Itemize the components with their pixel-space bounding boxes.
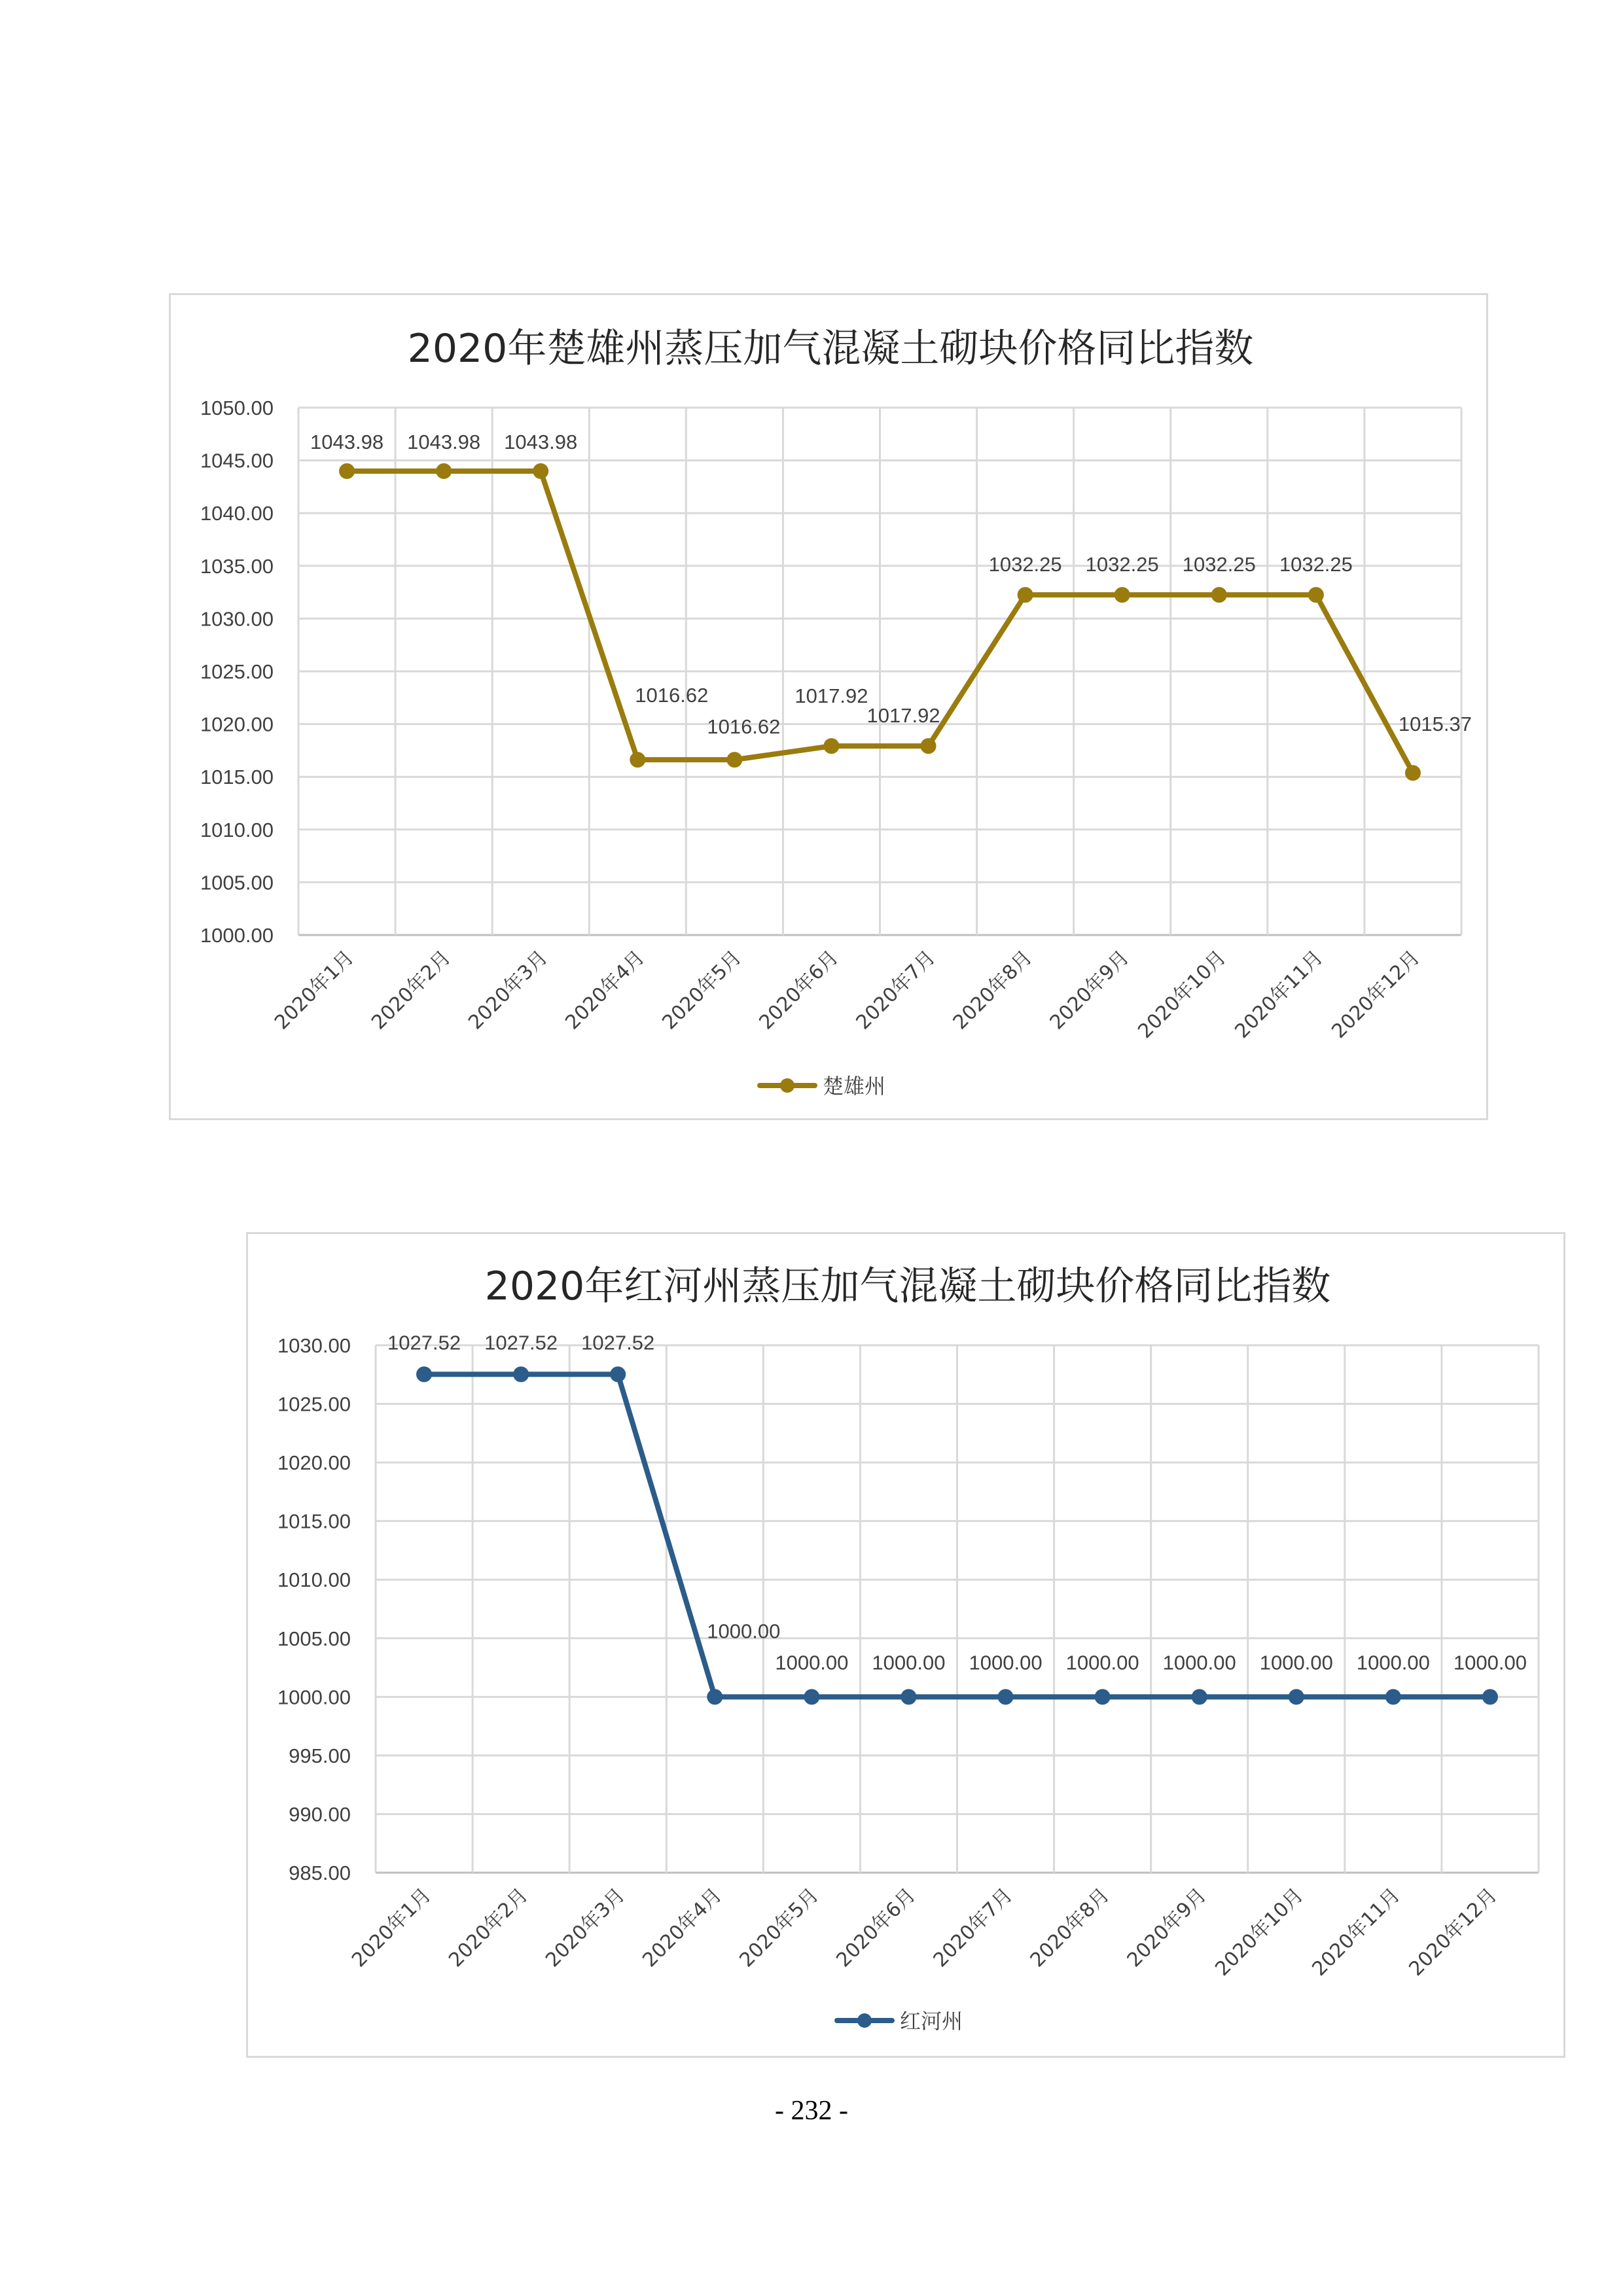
y-tick-label: 1000.00 bbox=[277, 1686, 351, 1709]
x-tick-label: 2020年4月 bbox=[638, 1883, 726, 1972]
x-tick-label: 2020年7月 bbox=[851, 945, 940, 1034]
data-label: 1017.92 bbox=[794, 684, 868, 708]
data-label: 1000.00 bbox=[872, 1651, 946, 1674]
x-tick-label: 2020年4月 bbox=[561, 945, 649, 1034]
data-label: 1000.00 bbox=[1453, 1651, 1527, 1674]
data-point bbox=[611, 1367, 625, 1381]
data-point bbox=[1115, 588, 1130, 602]
data-point bbox=[1192, 1689, 1207, 1704]
chart-chuxiong bbox=[171, 295, 1490, 1122]
data-point bbox=[1386, 1689, 1400, 1704]
y-tick-label: 1030.00 bbox=[200, 607, 274, 631]
y-tick-label: 1050.00 bbox=[200, 397, 274, 419]
x-tick-label: 2020年9月 bbox=[1045, 945, 1134, 1034]
y-tick-label: 1010.00 bbox=[200, 818, 274, 841]
data-point bbox=[437, 464, 451, 478]
data-point bbox=[533, 464, 548, 478]
data-label: 1043.98 bbox=[407, 431, 481, 454]
chart-title: 2020年楚雄州蒸压加气混凝土砌块价格同比指数 bbox=[407, 326, 1254, 372]
data-point bbox=[707, 1689, 722, 1704]
x-tick-label: 2020年12月 bbox=[1327, 945, 1425, 1044]
chart-panel-honghe bbox=[246, 1232, 1565, 2058]
y-tick-label: 990.00 bbox=[289, 1803, 351, 1826]
data-point bbox=[1483, 1689, 1497, 1704]
data-point bbox=[824, 739, 838, 753]
x-tick-label: 2020年6月 bbox=[755, 945, 844, 1034]
x-tick-label: 2020年1月 bbox=[270, 945, 359, 1034]
data-point bbox=[1096, 1689, 1110, 1704]
data-label: 1032.25 bbox=[1085, 553, 1159, 576]
x-tick-label: 2020年3月 bbox=[541, 1883, 630, 1972]
y-tick-label: 1000.00 bbox=[200, 924, 274, 947]
data-point bbox=[1289, 1689, 1304, 1704]
chart-title: 2020年红河州蒸压加气混凝土砌块价格同比指数 bbox=[484, 1263, 1331, 1309]
x-tick-label: 2020年10月 bbox=[1211, 1883, 1308, 1981]
data-label: 1032.25 bbox=[1279, 553, 1353, 576]
x-tick-label: 2020年10月 bbox=[1133, 945, 1231, 1044]
data-label: 1032.25 bbox=[988, 553, 1062, 576]
data-label: 1000.00 bbox=[775, 1651, 849, 1674]
y-tick-label: 1030.00 bbox=[277, 1334, 351, 1357]
data-label: 1027.52 bbox=[387, 1331, 461, 1354]
x-tick-label: 2020年7月 bbox=[929, 1883, 1018, 1972]
x-tick-label: 2020年9月 bbox=[1122, 1883, 1211, 1972]
data-label: 1027.52 bbox=[484, 1331, 558, 1354]
data-point bbox=[1309, 588, 1323, 602]
data-point bbox=[340, 464, 354, 478]
x-tick-label: 2020年5月 bbox=[735, 1883, 824, 1972]
y-tick-label: 1020.00 bbox=[200, 713, 274, 736]
x-tick-label: 2020年11月 bbox=[1308, 1883, 1405, 1981]
data-point bbox=[999, 1689, 1013, 1704]
x-tick-label: 2020年6月 bbox=[832, 1883, 921, 1972]
y-tick-label: 1025.00 bbox=[200, 660, 274, 683]
x-tick-label: 2020年3月 bbox=[464, 945, 552, 1034]
data-point bbox=[1018, 588, 1033, 602]
x-tick-label: 2020年2月 bbox=[444, 1883, 533, 1972]
data-label: 1015.37 bbox=[1398, 713, 1472, 736]
data-label: 1000.00 bbox=[1162, 1651, 1236, 1674]
data-label: 1000.00 bbox=[1259, 1651, 1333, 1674]
data-point bbox=[921, 739, 936, 753]
data-label: 1032.25 bbox=[1182, 553, 1256, 576]
data-label: 1043.98 bbox=[504, 431, 578, 454]
x-tick-label: 2020年1月 bbox=[348, 1883, 436, 1972]
y-tick-label: 1005.00 bbox=[200, 871, 274, 894]
data-point bbox=[727, 752, 741, 767]
y-tick-label: 995.00 bbox=[289, 1744, 351, 1767]
y-tick-label: 1025.00 bbox=[277, 1392, 351, 1416]
data-point bbox=[1406, 766, 1420, 780]
y-tick-label: 1035.00 bbox=[200, 554, 274, 578]
chart-panel-chuxiong bbox=[169, 293, 1488, 1120]
data-point bbox=[630, 752, 645, 767]
data-label: 1000.00 bbox=[969, 1651, 1043, 1674]
data-label: 1016.62 bbox=[635, 684, 709, 707]
x-tick-label: 2020年12月 bbox=[1404, 1883, 1502, 1981]
y-tick-label: 1040.00 bbox=[200, 502, 274, 525]
legend-marker bbox=[857, 2013, 872, 2028]
data-label: 1043.98 bbox=[310, 431, 384, 454]
data-point bbox=[804, 1689, 819, 1704]
y-tick-label: 1020.00 bbox=[277, 1451, 351, 1475]
y-tick-label: 1005.00 bbox=[277, 1627, 351, 1650]
y-tick-label: 1015.00 bbox=[200, 766, 274, 789]
data-label: 1000.00 bbox=[1065, 1651, 1139, 1674]
data-point bbox=[901, 1689, 916, 1704]
x-tick-label: 2020年11月 bbox=[1230, 945, 1328, 1044]
y-tick-label: 1015.00 bbox=[277, 1510, 351, 1533]
data-point bbox=[417, 1367, 431, 1381]
data-label: 1017.92 bbox=[866, 704, 940, 728]
x-tick-label: 2020年5月 bbox=[658, 945, 747, 1034]
legend-marker bbox=[780, 1078, 794, 1093]
data-label: 1027.52 bbox=[581, 1331, 655, 1354]
data-label: 1016.62 bbox=[707, 715, 781, 739]
data-point bbox=[514, 1367, 528, 1381]
y-tick-label: 1010.00 bbox=[277, 1568, 351, 1592]
data-label: 1000.00 bbox=[1356, 1651, 1430, 1674]
chart-honghe bbox=[248, 1234, 1567, 2060]
data-label: 1000.00 bbox=[707, 1619, 781, 1643]
y-tick-label: 1045.00 bbox=[200, 449, 274, 472]
x-tick-label: 2020年8月 bbox=[1026, 1883, 1115, 1972]
x-tick-label: 2020年8月 bbox=[948, 945, 1037, 1034]
legend-label: 红河州 bbox=[900, 2009, 963, 2034]
y-tick-label: 985.00 bbox=[289, 1862, 351, 1884]
data-point bbox=[1212, 588, 1226, 602]
page-number: - 232 - bbox=[775, 2096, 848, 2126]
x-tick-label: 2020年2月 bbox=[367, 945, 455, 1034]
legend-label: 楚雄州 bbox=[823, 1074, 886, 1099]
